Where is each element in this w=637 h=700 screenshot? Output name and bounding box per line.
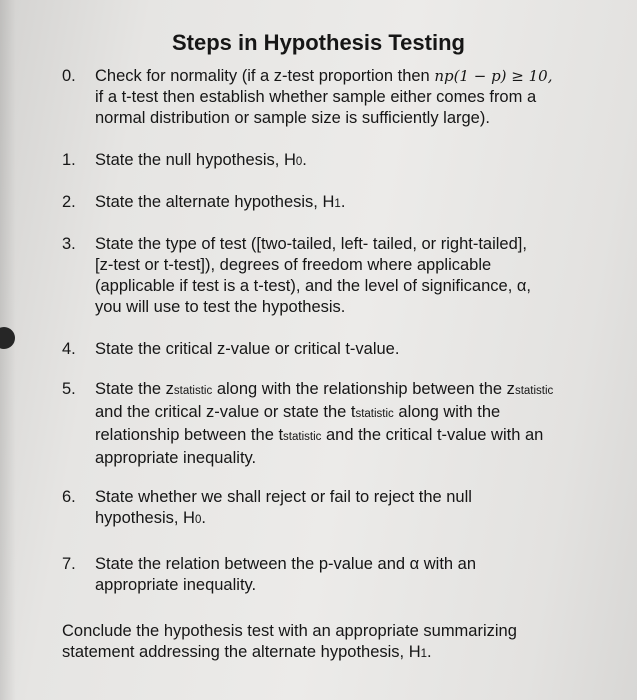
step-number: 3. [62,235,76,253]
step-number: 7. [62,555,76,573]
step-text: State the critical z-value or critical t-value. [95,340,400,358]
conclusion-text: Conclude the hypothesis test with an appropriate summarizing statement addressing the alternate hypothesis, H1. [62,622,517,661]
step-text: State the null hypothesis, H0. [95,151,307,169]
step-number: 4. [62,340,76,358]
step-6 [62,487,632,531]
step-5 [62,379,632,469]
step-3 [62,234,632,318]
step-text: State the type of test ([two-tailed, left- tailed, or right-tailed], [z-test or t-test]), degrees of freedom where applicable (applicable if test is a t-test), and the level of significance, α, you will use to test the hypothesis. [95,235,532,316]
step-text: State whether we shall reject or fail to reject the null hypothesis, H0. [95,488,472,527]
page-title: Steps in Hypothesis Testing [172,30,465,55]
step-0 [62,66,632,129]
step-text: Check for normality (if a z-test proportion then np(1 − p) ≥ 10, if a t-test then establish whether sample either comes from a normal distribution or sample size is sufficiently large). [95,67,553,127]
page-edge-shadow [0,0,16,700]
step-number: 5. [62,380,76,398]
step-4 [62,339,632,360]
normality-condition: np(1 − p) ≥ 10, [434,67,553,85]
step-1 [62,150,632,173]
step-number: 2. [62,193,76,211]
step-number: 1. [62,151,76,169]
step-text: State the zstatistic along with the relationship between the zstatistic and the critical z-value or state the tstatistic along with the relationship between the tstatistic and the critical t-value with an appropriate inequality. [95,380,554,467]
step-7 [62,554,632,596]
step-text: State the relation between the p-value and α with an appropriate inequality. [95,555,477,594]
step-number: 6. [62,488,76,506]
step-2 [62,192,632,215]
step-number: 0. [62,67,76,85]
step-text: State the alternate hypothesis, H1. [95,193,346,211]
